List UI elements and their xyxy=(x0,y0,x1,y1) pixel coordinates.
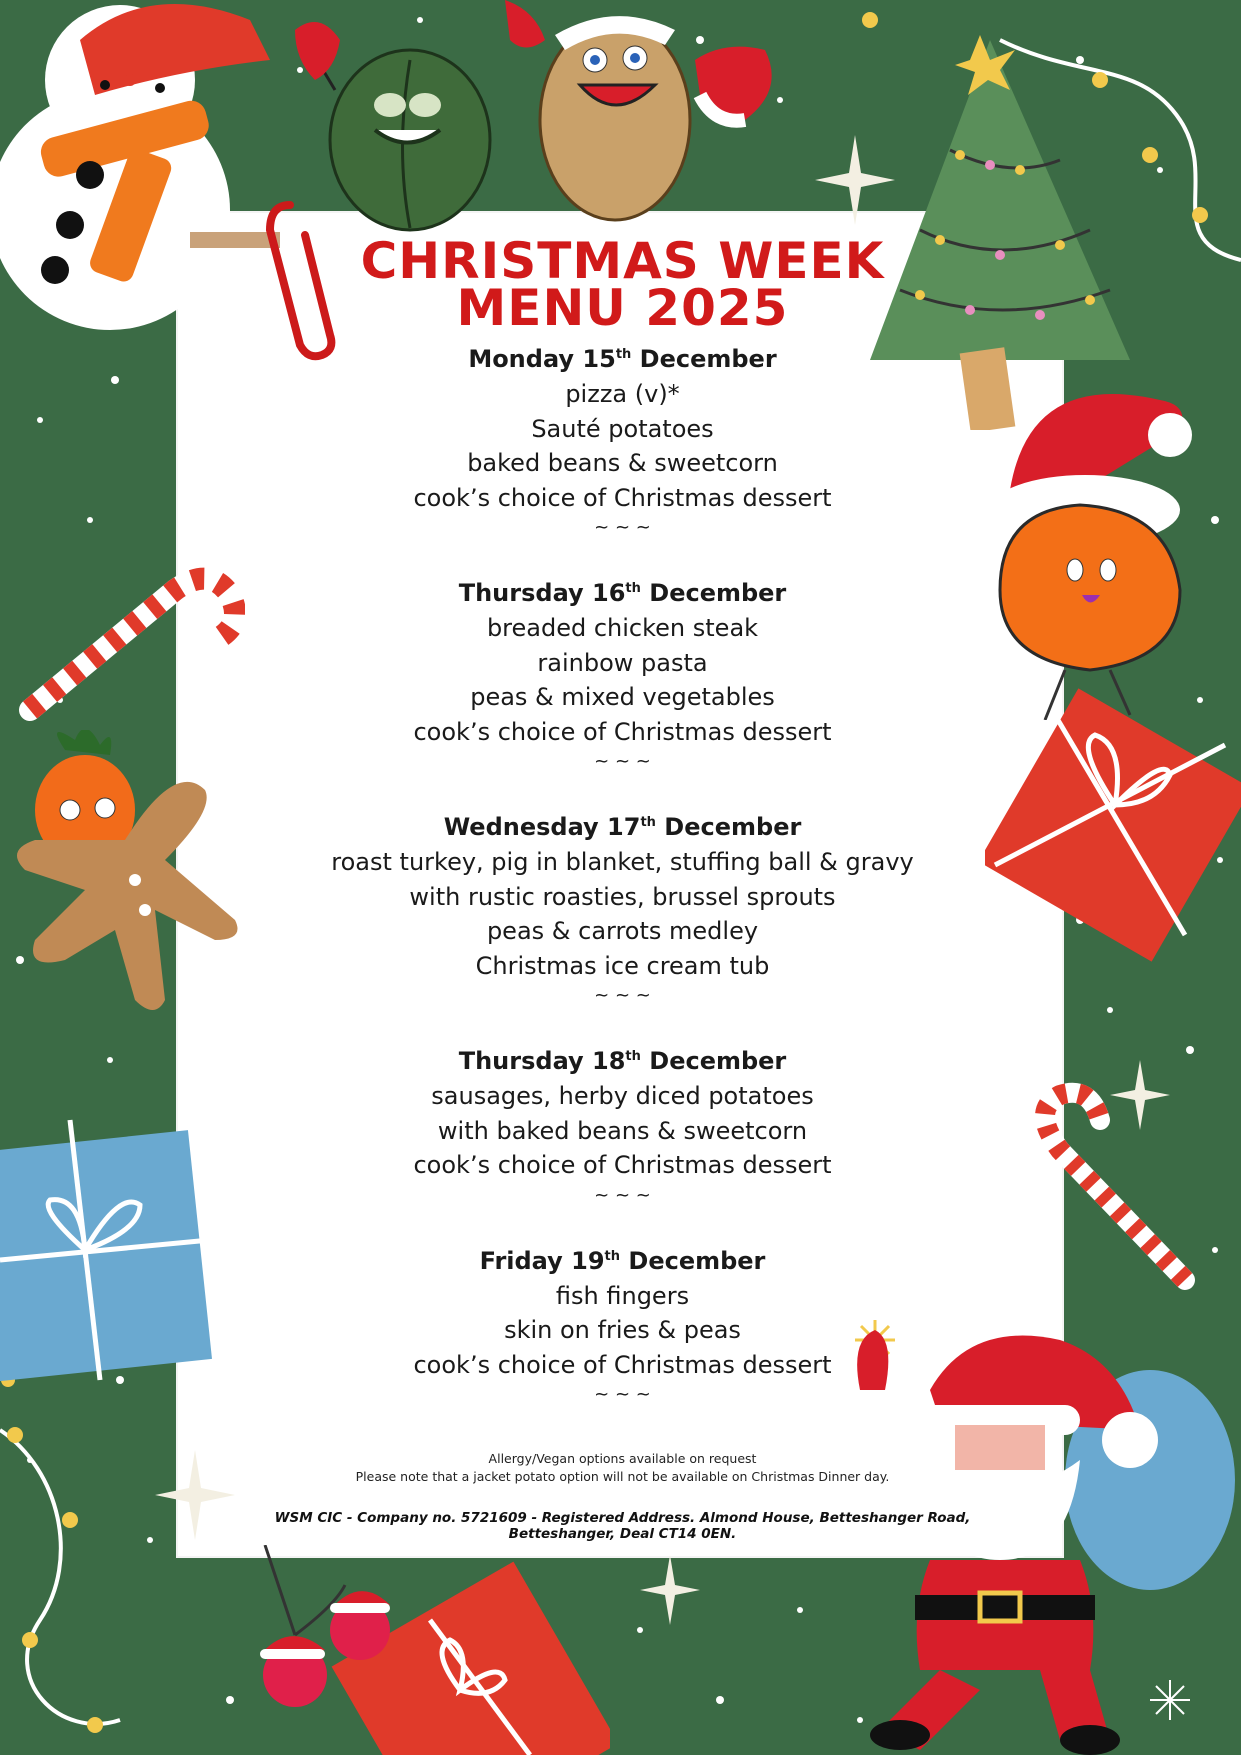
menu-item: sausages, herby diced potatoes xyxy=(431,1082,814,1110)
menu-title-line1: CHRISTMAS WEEK xyxy=(360,232,885,290)
footer-line-1: WSM CIC - Company no. 5721609 - Registered Address. Almond House, Betteshanger Road, xyxy=(274,1510,971,1526)
menu-item: with baked beans & sweetcorn xyxy=(437,1116,808,1145)
menu-list xyxy=(250,342,995,1408)
menu-item: rainbow pasta xyxy=(537,648,708,677)
gingerbread-man-icon xyxy=(5,730,255,1030)
allergy-notes xyxy=(250,1450,995,1486)
menu-item: peas & mixed vegetables xyxy=(470,683,775,711)
menu-title xyxy=(300,232,945,337)
brussels-sprout-character-icon xyxy=(295,0,525,240)
separator: ~ ~ ~ xyxy=(594,985,651,1006)
allergy-note: Allergy/Vegan options available on request xyxy=(488,1451,757,1466)
menu-item: cook’s choice of Christmas dessert xyxy=(413,1151,832,1179)
day-ordinal: th xyxy=(615,347,632,362)
separator: ~ ~ ~ xyxy=(594,1184,651,1206)
menu-item: breaded chicken steak xyxy=(486,614,759,642)
day-name: Wednesday 17 xyxy=(443,813,641,841)
day-ordinal: th xyxy=(625,581,641,596)
menu-item: cook’s choice of Christmas dessert xyxy=(413,1350,832,1379)
day-heading xyxy=(250,810,995,845)
day-name: Thursday 16 xyxy=(458,579,626,607)
snowflake-icon xyxy=(1150,1680,1190,1720)
day-ordinal: th xyxy=(604,1248,621,1264)
day-month: December xyxy=(649,1047,787,1075)
day-ordinal: th xyxy=(640,815,656,830)
separator: ~ ~ ~ xyxy=(594,517,651,538)
day-month: December xyxy=(628,1246,766,1275)
star-icon xyxy=(1110,1060,1170,1130)
menu-item: peas & carrots medley xyxy=(486,917,759,945)
snowman-icon xyxy=(0,0,280,340)
candy-cane-icon xyxy=(15,565,245,725)
day-section xyxy=(250,342,995,541)
day-ordinal: th xyxy=(625,1049,641,1064)
red-gift-box-icon xyxy=(985,685,1241,1005)
day-section xyxy=(250,1244,995,1409)
star-icon xyxy=(640,1555,700,1625)
day-month: December xyxy=(664,813,802,841)
menu-item: roast turkey, pig in blanket, stuffing ball & gravy xyxy=(331,848,914,876)
potato-character-icon xyxy=(495,0,795,240)
menu-title-line2: MENU 2025 xyxy=(456,279,789,337)
menu-item: Sauté potatoes xyxy=(531,414,714,443)
menu-item: pizza (v)* xyxy=(565,380,680,408)
menu-item: fish fingers xyxy=(555,1281,690,1310)
footer-line-2: Betteshanger, Deal CT14 0EN. xyxy=(508,1526,737,1542)
day-month: December xyxy=(649,579,787,607)
day-heading xyxy=(250,1044,995,1079)
day-section xyxy=(250,576,995,775)
blue-gift-box-icon xyxy=(0,1110,215,1390)
day-section xyxy=(250,810,995,1009)
day-name: Monday 15 xyxy=(468,345,616,373)
day-heading xyxy=(250,576,995,611)
day-heading xyxy=(250,1244,995,1279)
menu-item: cook’s choice of Christmas dessert xyxy=(413,483,832,512)
jacket-potato-note: Please note that a jacket potato option will not be available on Christmas Dinner day. xyxy=(355,1469,890,1484)
day-name: Friday 19 xyxy=(479,1246,605,1275)
day-name: Thursday 18 xyxy=(458,1047,626,1075)
day-section xyxy=(250,1044,995,1209)
star-icon xyxy=(155,1450,235,1540)
menu-item: cook’s choice of Christmas dessert xyxy=(413,717,832,746)
day-month: December xyxy=(639,345,777,373)
company-footer xyxy=(260,1510,985,1542)
day-heading xyxy=(250,342,995,377)
menu-item: skin on fries & peas xyxy=(504,1316,741,1344)
menu-item: with rustic roasties, brussel sprouts xyxy=(409,882,836,911)
separator: ~ ~ ~ xyxy=(594,1384,651,1405)
menu-item: baked beans & sweetcorn xyxy=(467,449,778,477)
orange-with-santa-hat-icon xyxy=(990,370,1230,720)
menu-item: Christmas ice cream tub xyxy=(475,951,770,980)
cherries-with-santa-hats-icon xyxy=(235,1545,415,1710)
separator: ~ ~ ~ xyxy=(594,751,651,772)
